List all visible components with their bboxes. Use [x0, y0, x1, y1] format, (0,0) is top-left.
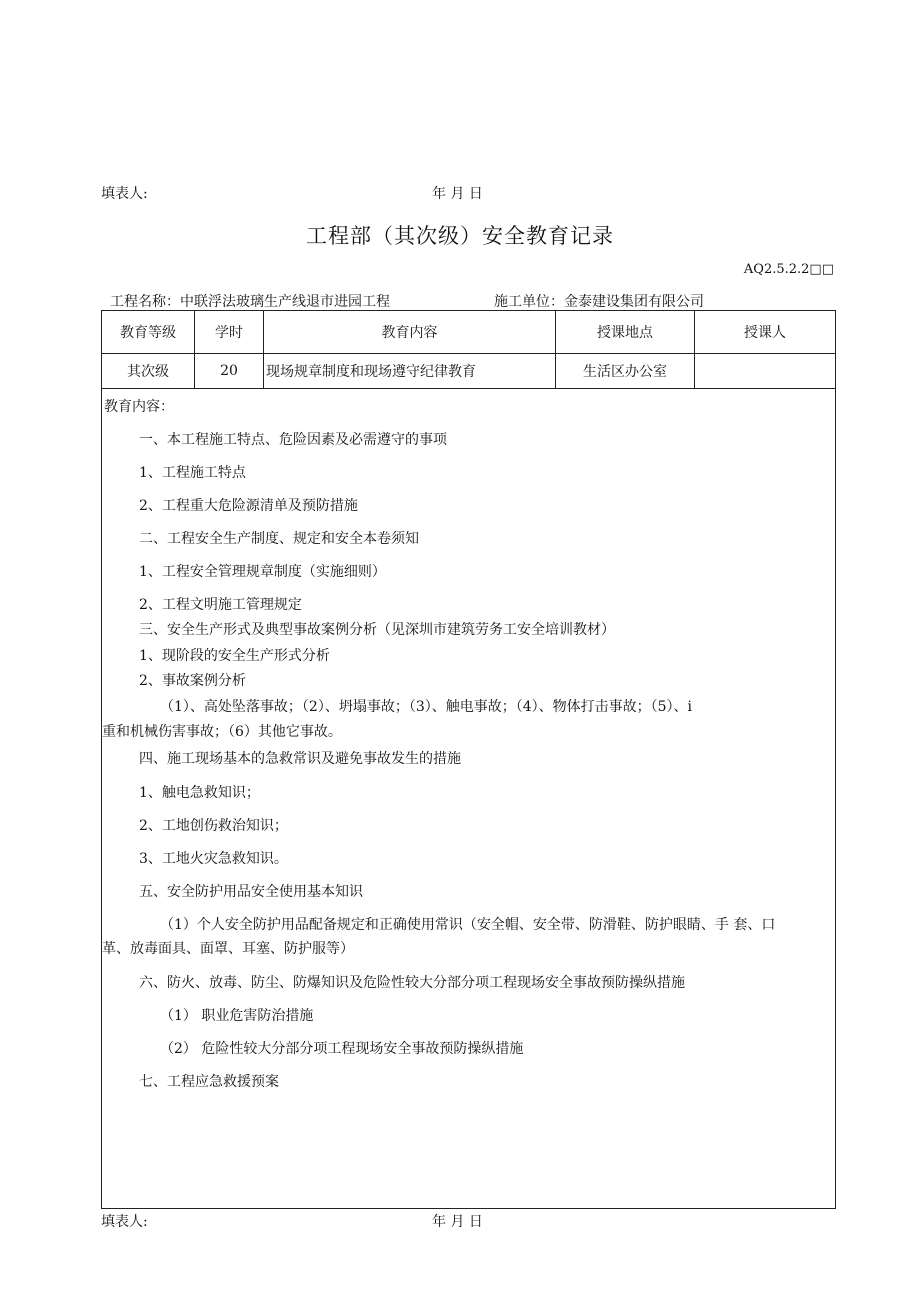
- cell-instructor: [695, 354, 836, 389]
- content-line: 3、工地火灾急救知识。: [139, 851, 288, 867]
- content-line: 七、工程应急救援预案: [139, 1074, 279, 1090]
- content-line: 革、放毒面具、面罩、耳塞、防护服等）: [102, 941, 354, 957]
- header-instructor: 授课人: [695, 311, 836, 354]
- content-line: 2、工程文明施工管理规定: [139, 597, 302, 613]
- content-line: （1）、高处坠落事故；（2）、坍塌事故；（3）、触电事故；（4）、物体打击事故；（5）、i: [160, 699, 693, 715]
- table-header-row: [102, 311, 836, 354]
- date-label-bottom: 年 月 日: [432, 1214, 483, 1230]
- content-line: 二、工程安全生产制度、规定和安全本卷须知: [139, 531, 419, 547]
- education-info-table: [101, 310, 836, 389]
- content-line: 三、安全生产形式及典型事故案例分析（见深圳市建筑劳务工安全培训教材）: [139, 622, 615, 638]
- header-location: 授课地点: [556, 311, 695, 354]
- education-content-box: [101, 387, 836, 1209]
- header-hours: 学时: [195, 311, 264, 354]
- cell-content: 现场规章制度和现场遵守纪律教育: [264, 354, 556, 389]
- filler-label-bottom: 填表人:: [101, 1214, 148, 1230]
- content-line: （1）个人安全防护用品配备规定和正确使用常识（安全帽、安全带、防滑鞋、防护眼睛、手 套、口: [160, 917, 776, 933]
- content-line: 五、安全防护用品安全使用基本知识: [139, 884, 363, 900]
- construction-unit: 施工单位：金泰建设集团有限公司: [494, 294, 704, 310]
- content-line: （1） 职业危害防治措施: [160, 1008, 314, 1024]
- content-line: 1、工程安全管理规章制度（实施细则）: [139, 564, 386, 580]
- cell-location: 生活区办公室: [556, 354, 695, 389]
- document-number: AQ2.5.2.2□□: [743, 262, 834, 277]
- content-line: 2、工地创伤救治知识；: [139, 818, 288, 834]
- page-title: 工程部（其次级）安全教育记录: [306, 224, 614, 248]
- header-education-level: 教育等级: [102, 311, 195, 354]
- filler-label-top: 填表人:: [101, 186, 148, 202]
- content-line: 一、本工程施工特点、危险因素及必需遵守的事项: [139, 432, 447, 448]
- content-line: （2） 危险性较大分部分项工程现场安全事故预防操纵措施: [160, 1041, 524, 1057]
- header-content: 教育内容: [264, 311, 556, 354]
- content-line: 2、工程重大危险源清单及预防措施: [139, 498, 358, 514]
- content-line: 1、触电急救知识；: [139, 785, 260, 801]
- content-line: 重和机械伤害事故；（6）其他它事故。: [102, 724, 342, 740]
- content-line: 六、防火、放毒、防尘、防爆知识及危险性较大分部分项工程现场安全事故预防操纵措施: [139, 975, 685, 991]
- content-label: 教育内容：: [104, 399, 174, 415]
- content-line: 1、工程施工特点: [139, 465, 246, 481]
- cell-education-level: 其次级: [102, 354, 195, 389]
- project-name: 工程名称：中联浮法玻璃生产线退市进园工程: [110, 294, 390, 310]
- date-label-top: 年 月 日: [432, 186, 483, 202]
- table-row: [102, 354, 836, 389]
- cell-hours: 20: [195, 354, 264, 389]
- content-line: 1、现阶段的安全生产形式分析: [139, 648, 330, 664]
- content-line: 2、事故案例分析: [139, 673, 246, 689]
- content-line: 四、施工现场基本的急救常识及避免事故发生的措施: [139, 751, 461, 767]
